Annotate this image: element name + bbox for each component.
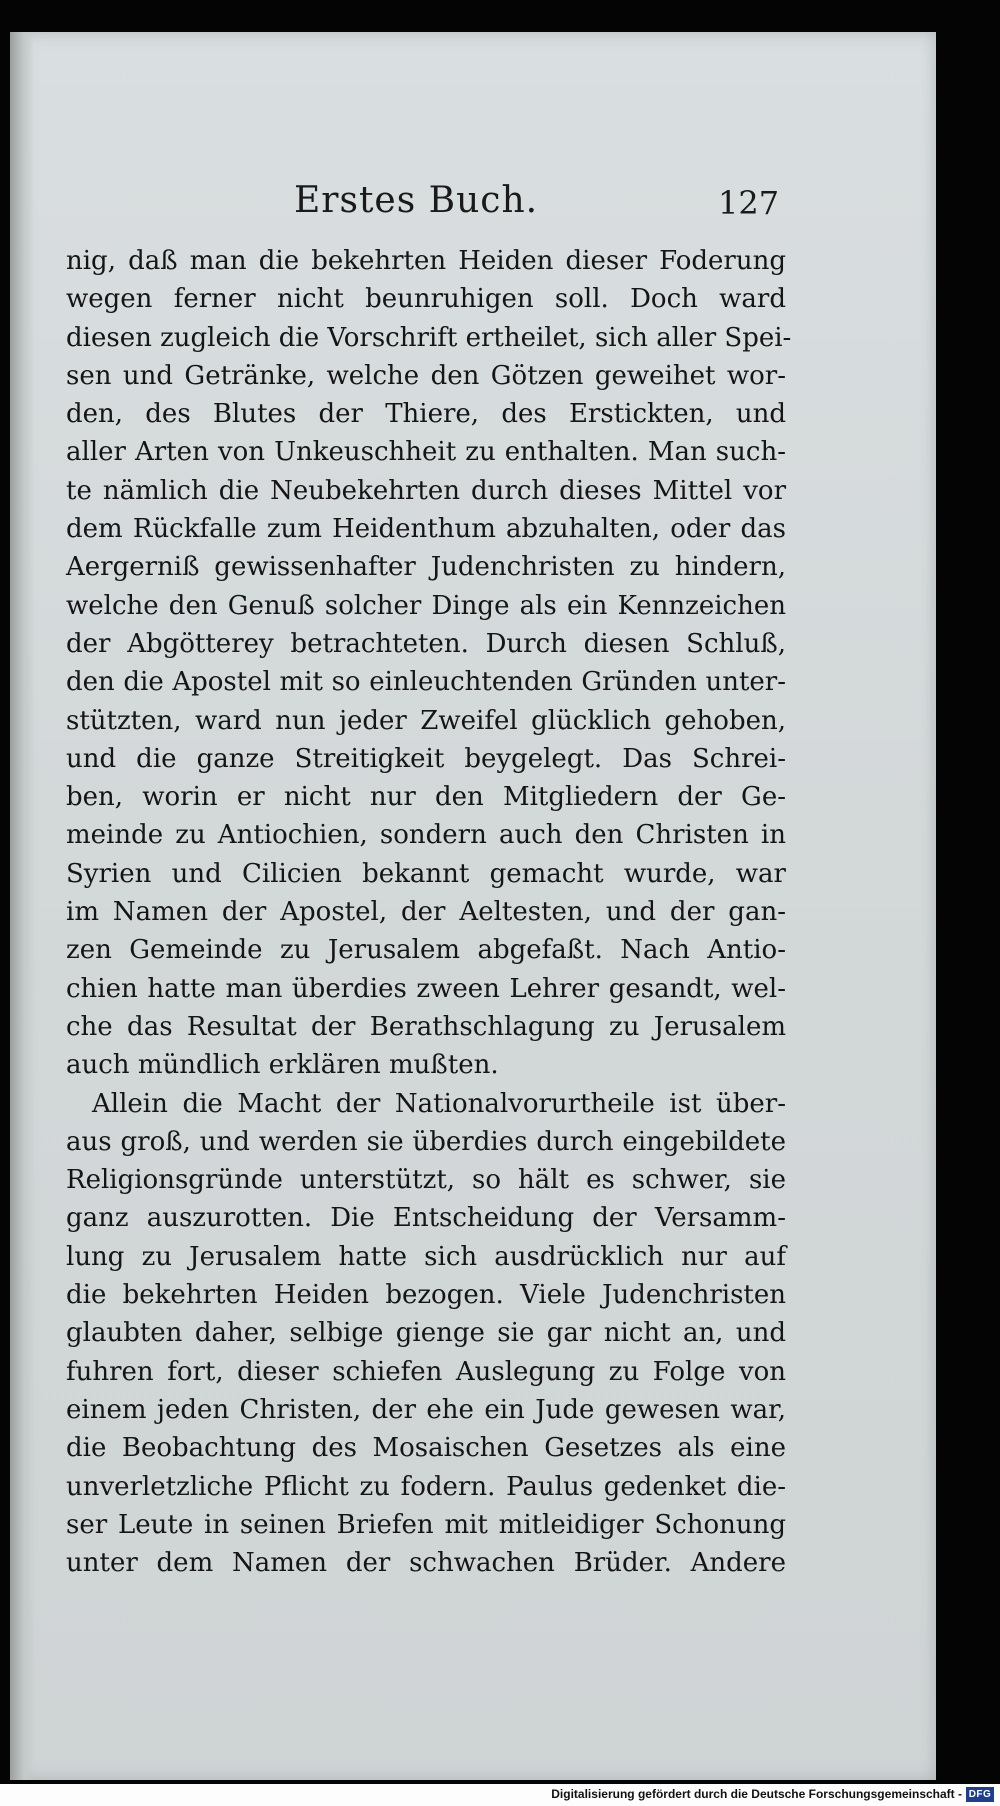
text-line: aller Arten von Unkeuschheit zu enthalten. Man such- [66, 437, 786, 468]
text-line: meinde zu Antiochien, sondern auch den Christen in [66, 820, 786, 851]
paragraph-end-line: auch mündlich erklären mußten. [66, 1050, 499, 1081]
text-line: die bekehrten Heiden bezogen. Viele Judenchristen [66, 1280, 786, 1311]
funding-credit: Digitalisierung gefördert durch die Deutsche Forschungsgemeinschaft - [551, 1787, 962, 1801]
page-body [66, 242, 792, 1582]
text-line: te nämlich die Neubekehrten durch dieses Mittel vor [66, 475, 786, 506]
text-line: und die ganze Streitigkeit beygelegt. Das Schrei- [66, 743, 786, 774]
text-line: Religionsgründe unterstützt, so hält es schwer, sie [66, 1165, 786, 1196]
text-line: Aergerniß gewissenhafter Judenchristen zu hindern, [66, 552, 786, 583]
text-line: che das Resultat der Berathschlagung zu Jerusalem [66, 1011, 786, 1042]
text-line: ser Leute in seinen Briefen mit mitleidiger Schonung [66, 1509, 786, 1540]
text-line: sen und Getränke, welche den Götzen geweihet wor- [66, 360, 786, 391]
text-line: aus groß, und werden sie überdies durch eingebildete [66, 1126, 786, 1157]
digitization-footer [0, 1784, 1000, 1806]
text-line: fuhren fort, dieser schiefen Auslegung zu Folge von [66, 1356, 786, 1387]
text-line: zen Gemeinde zu Jerusalem abgefaßt. Nach Antio- [66, 935, 786, 966]
text-line: Syrien und Cilicien bekannt gemacht wurde, war [66, 858, 786, 889]
text-line: stützten, ward nun jeder Zweifel glücklich gehoben, [66, 705, 786, 736]
text-line: den, des Blutes der Thiere, des Erstickten, und [66, 399, 786, 430]
page-number: 127 [718, 184, 780, 222]
book-page [10, 32, 936, 1780]
text-line: im Namen der Apostel, der Aeltesten, und der gan- [66, 897, 786, 928]
text-line: ganz auszurotten. Die Entscheidung der Versamm- [66, 1203, 786, 1234]
text-line: einem jeden Christen, der ehe ein Jude gewesen war, [66, 1394, 786, 1425]
text-line: welche den Genuß solcher Dinge als ein Kennzeichen [66, 590, 786, 621]
text-line: die Beobachtung des Mosaischen Gesetzes als eine [66, 1433, 786, 1464]
page-header [58, 152, 780, 222]
text-line: unverletzliche Pflicht zu fodern. Paulus gedenket die- [66, 1471, 786, 1502]
text-line: wegen ferner nicht beunruhigen soll. Doch ward [66, 284, 786, 315]
text-line: der Abgötterey betrachteten. Durch diesen Schluß, [66, 628, 786, 659]
paragraph-start-line: Allein die Macht der Nationalvorurtheile ist über- [92, 1088, 786, 1119]
text-line: dem Rückfalle zum Heidenthum abzuhalten, oder das [66, 514, 786, 545]
page-gutter [10, 32, 34, 1780]
text-line: chien hatte man überdies zween Lehrer gesandt, wel- [66, 973, 786, 1004]
dfg-logo-icon: DFG [966, 1787, 994, 1802]
text-line: diesen zugleich die Vorschrift ertheilet, sich aller Spei- [66, 322, 792, 353]
text-line: nig, daß man die bekehrten Heiden dieser Foderung [66, 246, 786, 276]
text-line: ben, worin er nicht nur den Mitgliedern der Ge- [66, 782, 786, 813]
running-title: Erstes Buch. [294, 180, 539, 221]
text-line: lung zu Jerusalem hatte sich ausdrücklich nur auf [66, 1241, 786, 1272]
text-line: unter dem Namen der schwachen Brüder. Andere [66, 1548, 786, 1579]
text-line: den die Apostel mit so einleuchtenden Gründen unter- [66, 667, 786, 698]
text-line: glaubten daher, selbige gienge sie gar nicht an, und [66, 1318, 786, 1349]
